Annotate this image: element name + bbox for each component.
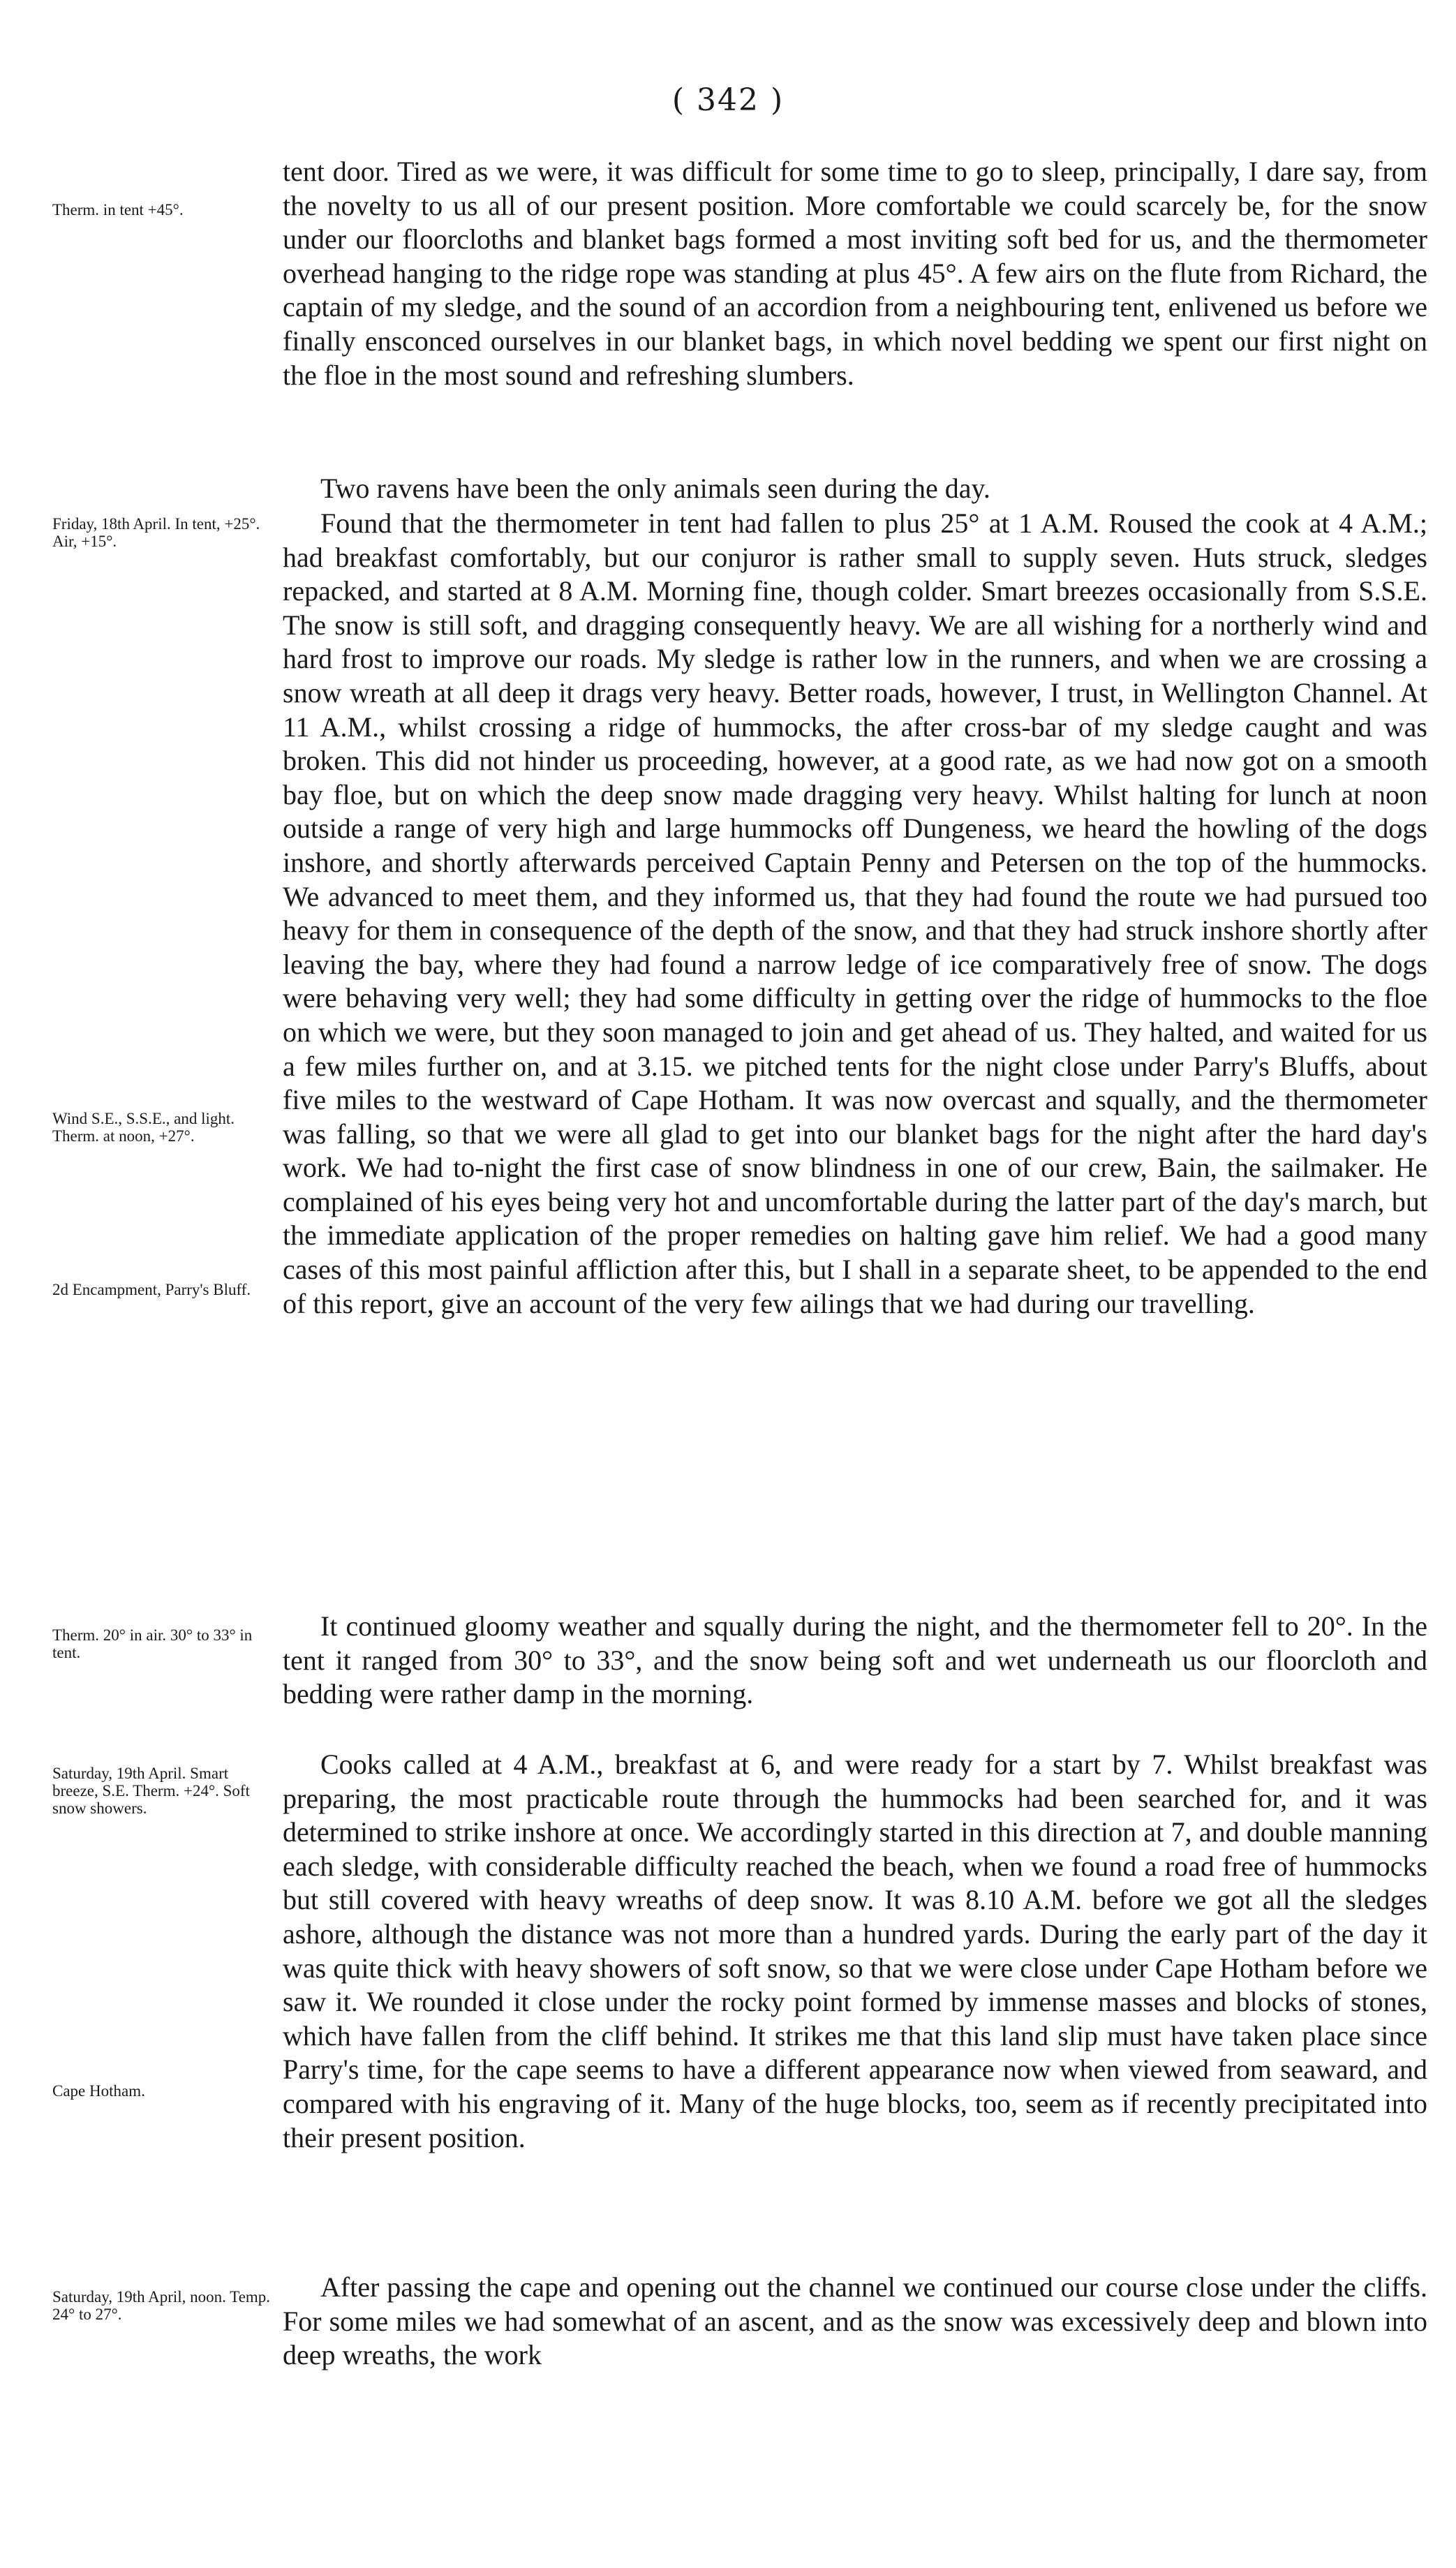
- page-number: ( 342 ): [671, 82, 785, 118]
- margin-note: Saturday, 19th April. Smart breeze, S.E. Therm. +24°. Soft snow showers.: [52, 1765, 250, 1817]
- margin-note: Cape Hotham.: [52, 2082, 145, 2100]
- margin-note: Therm. 20° in air. 30° to 33° in tent.: [52, 1626, 253, 1661]
- paragraph-after-cape: After passing the cape and opening out the channel we continued our course close under the cliffs. For some miles we had somewhat of an ascent, and as the snow was excessively deep and blown into deep wreaths, the work: [283, 2271, 1427, 2371]
- paragraph-ravens: Two ravens have been the only animals seen during the day.: [320, 473, 990, 504]
- margin-note: Wind S.E., S.S.E., and light. Therm. at noon, +27°.: [52, 1110, 235, 1145]
- margin-note: Therm. in tent +45°.: [52, 201, 184, 218]
- margin-note: Saturday, 19th April, noon. Temp. 24° to 27°.: [52, 2288, 271, 2323]
- paragraph-gloomy-night: It continued gloomy weather and squally during the night, and the thermometer fell to 20°. In the tent it ranged from 30° to 33°, and the snow being soft and wet underneath us our floorcloth and bedding were rather damp in the morning.: [283, 1610, 1427, 1710]
- paragraph-saturday: Cooks called at 4 A.M., breakfast at 6, and were ready for a start by 7. Whilst breakfast was preparing, the most practicable route through the hummocks had been searched for, and it was determined to strike inshore at once. We accordingly started in this direction at 7, and double manning each sledge, with considerable difficulty reached the beach, when we found a road free of hummocks but still covered with heavy wreaths of deep snow. It was 8.10 A.M. before we got all the sledges ashore, although the distance was not more than a hundred yards. During the early part of the day it was quite thick with heavy showers of soft snow, so that we were close under Cape Hotham before we saw it. We rounded it close under the rocky point formed by immense masses and blocks of stones, which have fallen from the cliff behind. It strikes me that this land slip must have taken place since Parry's time, for the cape seems to have a different appearance now when viewed from seaward, and compared with his engraving of it. Many of the huge blocks, too, seem as if recently precipitated into their present position.: [283, 1749, 1427, 2153]
- paragraph-friday: Found that the thermometer in tent had fallen to plus 25° at 1 A.M. Roused the cook at 4 A.M.; had breakfast comfortably, but our conjuror is rather small to supply seven. Huts struck, sledges repacked, and started at 8 A.M. Morning fine, though colder. Smart breezes occasionally from S.S.E. The snow is still soft, and dragging consequently heavy. We are all wishing for a northerly wind and hard frost to improve our roads. My sledge is rather low in the runners, and when we are crossing a snow wreath at all deep it drags very heavy. Better roads, however, I trust, in Wellington Channel. At 11 A.M., whilst crossing a ridge of hummocks, the after cross-bar of my sledge caught and was broken. This did not hinder us proceeding, however, at a good rate, as we had now got on a smooth bay floe, but on which the deep snow made dragging very heavy. Whilst halting for lunch at noon outside a range of very high and large hummocks off Dungeness, we heard the howling of the dogs inshore, and shortly afterwards perceived Captain Penny and Petersen on the top of the hummocks. We advanced to meet them, and they informed us, that they had found the route we had pursued too heavy for them in consequence of the depth of the snow, and that they had struck inshore shortly after leaving the bay, where they had found a narrow ledge of ice comparatively free of snow. The dogs were behaving very well; they had some difficulty in getting over the ridge of hummocks to the floe on which we were, but they soon managed to join and get ahead of us. They halted, and waited for us a few miles further on, and at 3.15. we pitched tents for the night close under Parry's Bluffs, about five miles to the westward of Cape Hotham. It was now overcast and squally, and the thermometer was falling, so that we were all glad to get into our blanket bags for the night after the hard day's work. We had to-night the first case of snow blindness in one of our crew, Bain, the sailmaker. He complained of his eyes being very hot and uncomfortable during the latter part of the day's march, but the immediate application of the proper remedies on halting gave him relief. We had a good many cases of this most painful affliction after this, but I shall in a separate sheet, to be appended to the end of this report, give an account of the very few ailings that we had during our travelling.: [283, 507, 1427, 1319]
- margin-note: Friday, 18th April. In tent, +25°. Air, +15°.: [52, 515, 260, 550]
- paragraph-continued: tent door. Tired as we were, it was difficult for some time to go to sleep, principally, I dare say, from the novelty to us all of our present position. More comfortable we could scarcely be, for the snow under our floorcloths and blanket bags formed a most inviting soft bed for us, and the thermometer overhead hanging to the ridge rope was standing at plus 45°. A few airs on the flute from Richard, the captain of my sledge, and the sound of an accordion from a neighbouring tent, enlivened us before we finally ensconced ourselves in our blanket bags, in which novel bedding we spent our first night on the floe in the most sound and refreshing slumbers.: [283, 156, 1427, 391]
- margin-note: 2d Encampment, Parry's Bluff.: [52, 1281, 251, 1298]
